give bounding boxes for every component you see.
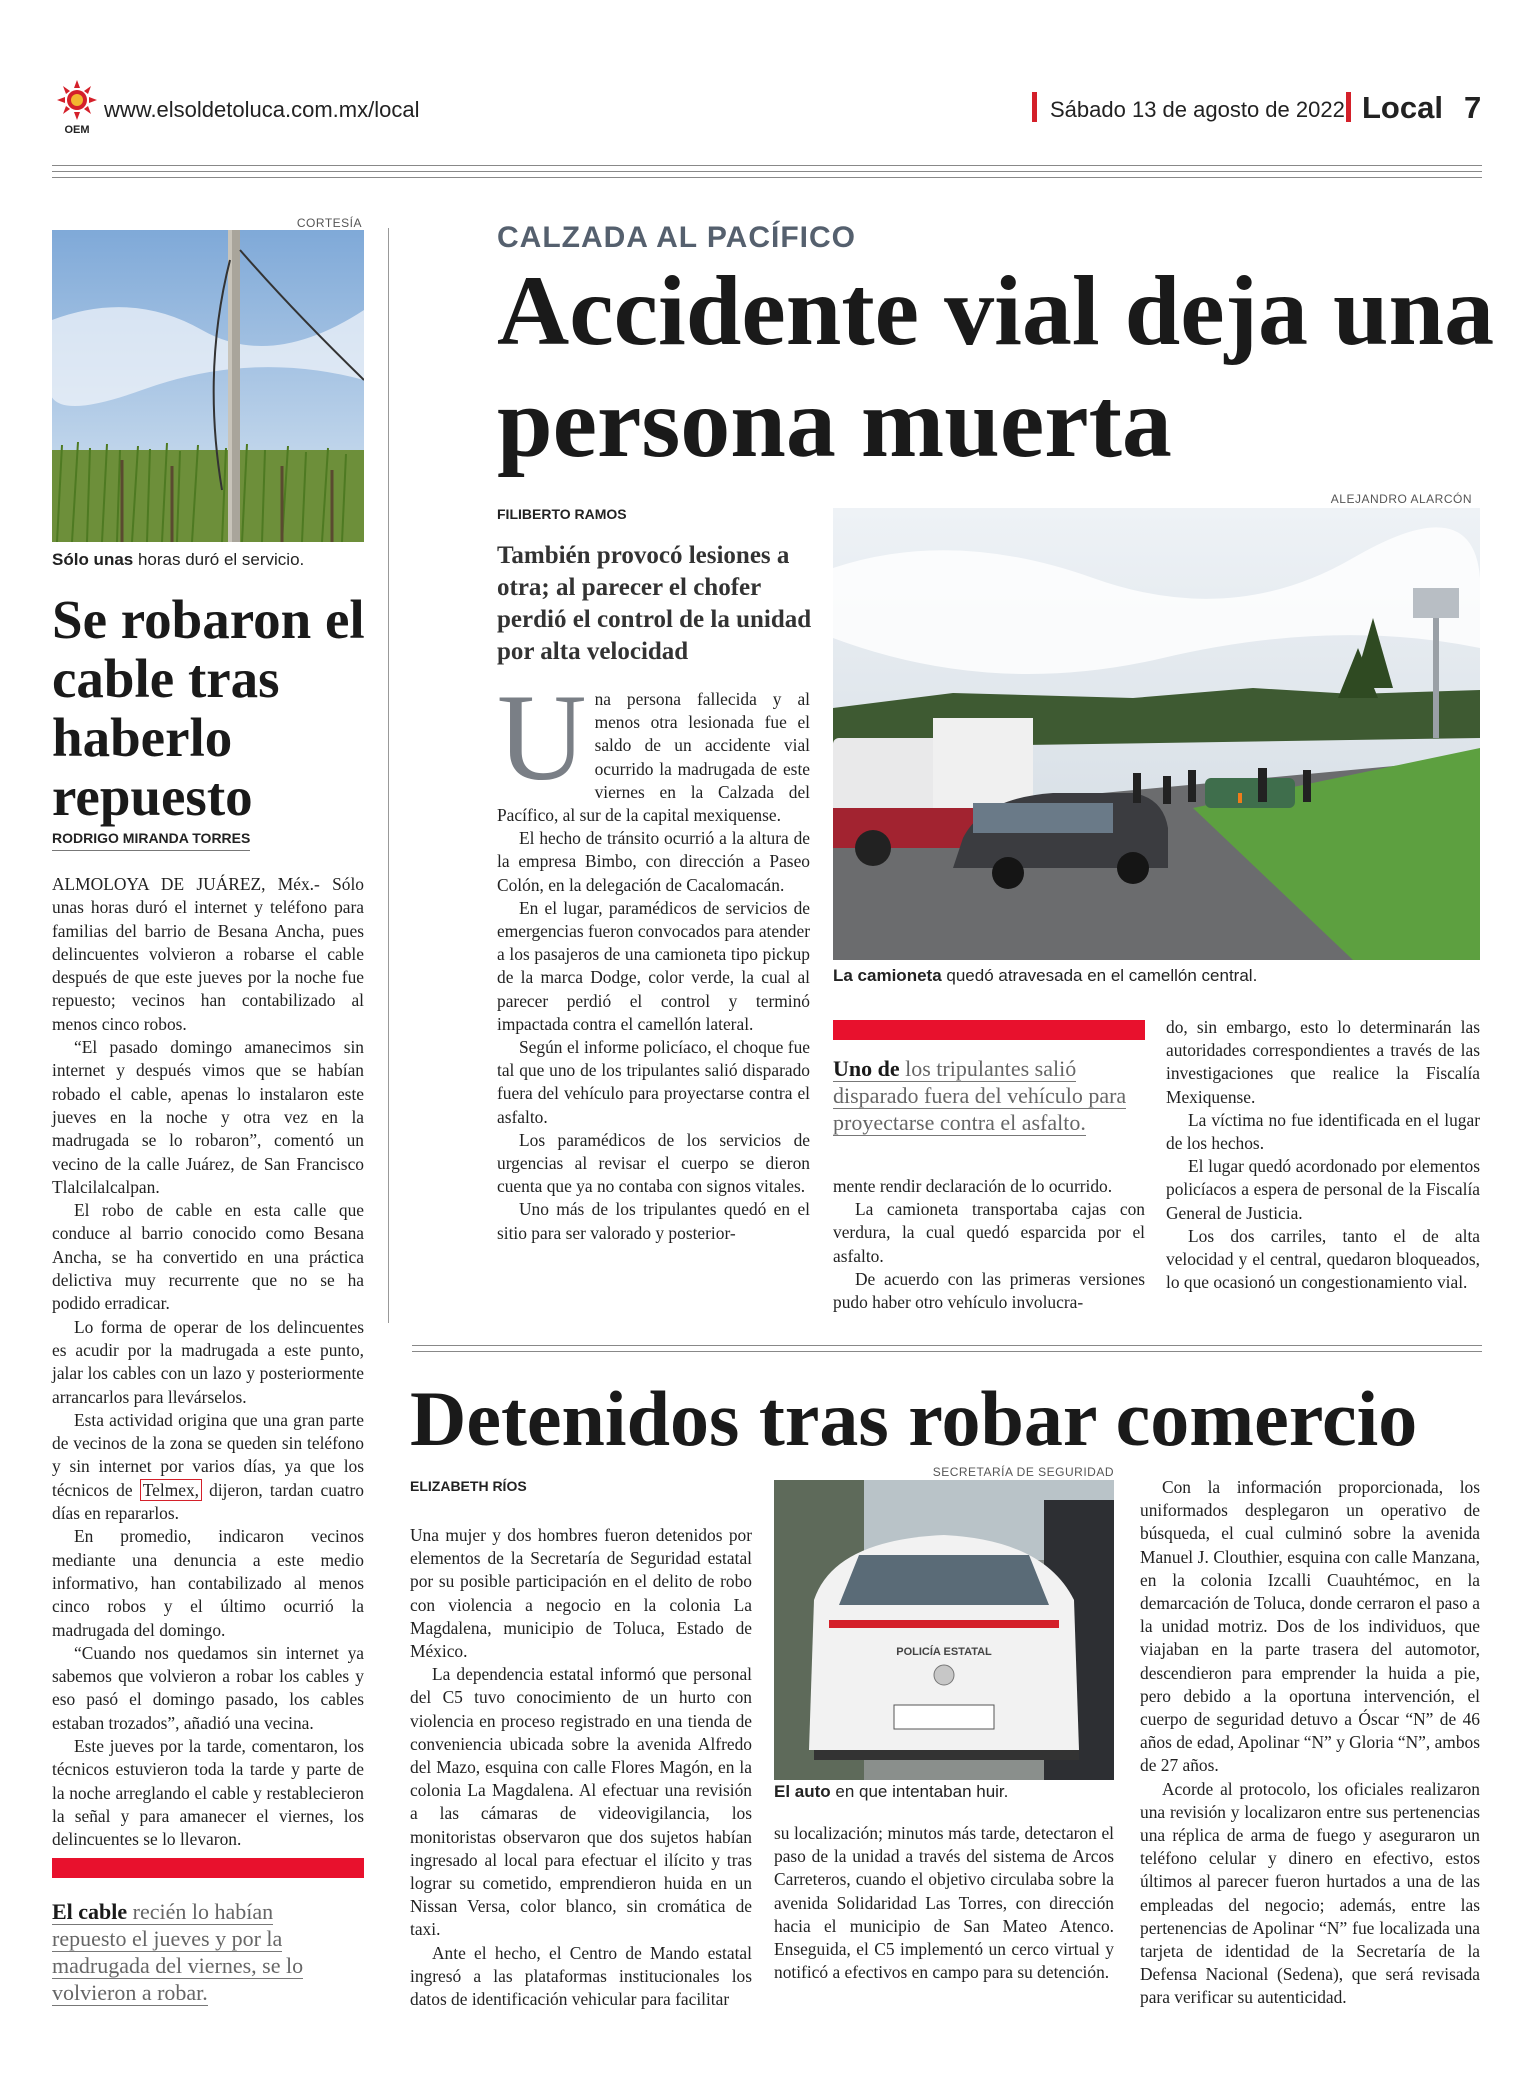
- paragraph: Los paramédicos de los servicios de urgencias al revisar el cuerpo se dieron cuenta que ya no contaba con signos vitales.: [497, 1129, 810, 1197]
- header-rule: [52, 177, 1482, 178]
- paragraph: Con la información proporcionada, los uniformados desplegaron un operativo de búsqueda, el cual culminó sobre la avenida Manuel J. Clouthier, esquina con calle Manzana, en la colonia Izcalli Cuauhtémoc, en la demarcación de Toluca, donde cerraron el paso a la unidad motriz. Dos de los individuos, que viajaban en la parte trasera del automotor, descendieron para emprender la huida a pie, pero debido a la oportuna intervención, el cuerpo de seguridad detuvo a Óscar “N” de 46 años de edad, Apolinar “N” y Gloria “N”, ambos de 27 años.: [1140, 1477, 1480, 1776]
- paragraph: Lo forma de operar de los delincuentes es acudir por la madrugada a este punto, jalar los cables con un lazo y posteriormente arrancarlos para llevárselos.: [52, 1316, 364, 1407]
- paragraph: El hecho de tránsito ocurrió a la altura de la empresa Bimbo, con dirección a Paseo Colón, en la delegación de Cacalomacán.: [497, 828, 810, 895]
- header-rule: [52, 165, 1482, 166]
- svg-text:POLICÍA ESTATAL: POLICÍA ESTATAL: [896, 1646, 992, 1658]
- story-body: [52, 873, 364, 1851]
- paragraph: La víctima no fue identificada en el lugar de los hechos.: [1166, 1109, 1480, 1154]
- site-url[interactable]: www.elsoldetoluca.com.mx/local: [104, 97, 420, 122]
- header-rule: [52, 171, 1482, 172]
- page-number: 7: [1464, 90, 1482, 125]
- header-divider: [1032, 92, 1037, 122]
- photo-credit: ALEJANDRO ALARCÓN: [1330, 492, 1472, 506]
- paragraph: Uno más de los tripulantes quedó en el sitio para ser valorado y posterior-: [497, 1199, 810, 1243]
- paragraph: De acuerdo con las primeras versiones pudo haber otro vehículo involucra-: [833, 1268, 1145, 1313]
- byline: ELIZABETH RÍOS: [410, 1478, 527, 1494]
- pullquote-bar: [52, 1858, 364, 1878]
- paragraph: do, sin embargo, esto lo determinarán las autoridades correspondientes a través de las investigaciones que realice la Fiscalía Mexiquense.: [1166, 1017, 1480, 1107]
- paragraph: ALMOLOYA DE JUÁREZ, Méx.- Sólo unas horas duró el internet y teléfono para familias del barrio de Besana Ancha, pues delincuentes volvieron a robarse el cable después de que este jueves por la noche fue repuesto; vecinos han contabilizado al menos cinco robos.: [52, 874, 364, 1034]
- photo-caption: La camioneta quedó atravesada en el camellón central.: [833, 966, 1258, 985]
- byline: FILIBERTO RAMOS: [497, 506, 627, 522]
- paragraph: La dependencia estatal informó que personal del C5 tuvo conocimiento de un hurto con violencia en proceso registrado en una tienda de conveniencia ubicada sobre la avenida Alfredo del Mazo, esquina con calle Flores Magón, en la colonia La Magdalena. Al efectuar una revisión a las cámaras de videovigilancia, los monitoristas observaron que dos sujetos habían ingresado al local para efectuar el ilícito y tras lograr su cometido, emprendieron huida en un Nissan Versa, color blanco, sin cromática de taxi.: [410, 1664, 752, 1940]
- paragraph: Una mujer y dos hombres fueron detenidos por elementos de la Secretaría de Seguridad estatal por su posible participación en el delito de robo con violencia a negocio en la colonia La Magdalena, municipio de Toluca, Estado de México.: [410, 1525, 752, 1662]
- header-divider: [1346, 92, 1351, 122]
- byline: RODRIGO MIRANDA TORRES: [52, 830, 250, 851]
- story-subhead: También provocó lesiones a otra; al parecer el chofer perdió el control de la unidad por alta velocidad: [497, 542, 812, 665]
- photo-credit: CORTESÍA: [296, 216, 362, 230]
- story-headline: Accidente vial deja una persona muerta: [497, 255, 1495, 478]
- story-body: [774, 1822, 1114, 1984]
- story-body: [497, 669, 810, 1245]
- issue-date: Sábado 13 de agosto de 2022: [1050, 97, 1345, 122]
- photo-caption: Sólo unas horas duró el servicio.: [52, 550, 305, 569]
- paragraph: El lugar quedó acordonado por elementos policíacos a espera de personal de la Fiscalía General de Justicia.: [1166, 1156, 1480, 1223]
- highlighted-word: Telmex,: [140, 1479, 202, 1501]
- paragraph: Según el informe policíaco, el choque fue tal que uno de los tripulantes salió disparado fuera del vehículo para proyectarse contra el asfalto.: [497, 1037, 810, 1127]
- drop-cap: U: [497, 669, 587, 806]
- story-body: [1166, 1016, 1480, 1294]
- paragraph: Este jueves por la tarde, comentaron, los técnicos estuvieron toda la tarde y parte de la noche arreglando el cable y restablecieron la señal y para amanecer el viernes, los delincuentes se lo llevaron.: [52, 1735, 364, 1850]
- paragraph: En promedio, indicaron vecinos mediante una denuncia a este medio informativo, han contabilizado al menos cinco robos y el último ocurrió la madrugada del domingo.: [52, 1526, 364, 1640]
- paragraph: mente rendir declaración de lo ocurrido.: [833, 1176, 1113, 1196]
- newspaper-logo: [54, 80, 100, 136]
- paragraph: La camioneta transportaba cajas con verdura, la cual quedó esparcida por el asfalto.: [833, 1199, 1145, 1266]
- seized-car-photo: [774, 1480, 1114, 1780]
- paragraph: su localización; minutos más tarde, detectaron el paso de la unidad a través del sistema de Arcos Carreteros, cuando el objetivo circulaba sobre la avenida Solidaridad Las Torres, con dirección hacia el municipio de San Mateo Atenco. Enseguida, el C5 implementó un cerco virtual y notificó a efectivos en campo para su detención.: [774, 1823, 1114, 1983]
- accident-scene-photo: [833, 508, 1480, 960]
- story-body: [1140, 1476, 1480, 2010]
- story-kicker: CALZADA AL PACÍFICO: [497, 221, 856, 254]
- cable-pole-photo: [52, 230, 364, 542]
- section-rule: [412, 1351, 1482, 1352]
- paragraph: Ante el hecho, el Centro de Mando estatal ingresó a las plataformas institucionales los datos de identificación vehicular para facilitar: [410, 1942, 752, 2010]
- pullquote: Uno de los tripulantes salió disparado fuera del vehículo para proyectarse contra el asfalto.: [833, 1056, 1127, 1135]
- paragraph: Acorde al protocolo, los oficiales realizaron una revisión y localizaron entre sus pertenencias una réplica de arma de fuego y aseguraron un teléfono celular y dinero en efectivo, estos últimos al parecer fueron hurtados a una de las empleadas del negocio; además, entre las pertenencias de Apolinar “N” fue localizada una tarjeta de identidad de la Secretaría de la Defensa Nacional (Sedena), que será revisada para verificar su autenticidad.: [1140, 1778, 1480, 2008]
- section-rule: [412, 1345, 1482, 1346]
- story-body: [833, 1175, 1145, 1314]
- paragraph: “Cuando nos quedamos sin internet ya sabemos que volvieron a robar los cables y eso pasó el domingo pasado, los cables estaban trozados”, añadió una vecina.: [52, 1642, 364, 1733]
- section-name: Local: [1362, 90, 1443, 125]
- pullquote-bar: [833, 1020, 1145, 1040]
- story-body: [410, 1524, 752, 2011]
- photo-credit: SECRETARÍA DE SEGURIDAD: [932, 1465, 1114, 1479]
- paragraph: Esta actividad origina que una gran parte de vecinos de la zona se queden sin teléfono y sin internet por varios días, ya que los técnicos de Telmex, dijeron, tardan cuatro días en repararlos.: [52, 1409, 364, 1524]
- paragraph: El robo de cable en esta calle que conduce al barrio conocido como Besana Ancha, se ha convertido en una práctica delictiva muy recurrente que no se ha podido erradicar.: [52, 1200, 364, 1314]
- paragraph: Una persona fallecida y al menos otra lesionada fue el saldo de un accidente vial ocurrido la madrugada de este viernes en la Calzada del Pacífico, al sur de la capital mexiquense.: [497, 669, 810, 826]
- story-headline: Detenidos tras robar comercio: [410, 1375, 1418, 1462]
- paragraph: Los dos carriles, tanto el de alta velocidad y el central, quedaron bloqueados, lo que ocasionó un congestionamiento vial.: [1166, 1225, 1480, 1293]
- paragraph: En el lugar, paramédicos de servicios de emergencias fueron convocados para atender a los pasajeros de una camioneta tipo pickup de la marca Dodge, color verde, la cual al parecer perdió el control y terminó impactada contra el camellón lateral.: [497, 897, 810, 1034]
- svg-text:OEM: OEM: [64, 124, 90, 136]
- photo-caption: El auto en que intentaban huir.: [774, 1782, 1009, 1801]
- pullquote: El cable recién lo habían repuesto el jueves y por la madrugada del viernes, se lo volvieron a robar.: [52, 1899, 304, 2005]
- paragraph: “El pasado domingo amanecimos sin internet y después vimos que se habían robado el cable, apenas lo instalaron este jueves en la noche y otra vez en la madrugada se lo robaron”, comentó un vecino de la calle Juárez, de San Francisco Tlalcilalcalpan.: [52, 1037, 364, 1197]
- column-divider: [388, 228, 389, 1323]
- story-headline: Se robaron el cable tras haberlo repuesto: [52, 589, 365, 827]
